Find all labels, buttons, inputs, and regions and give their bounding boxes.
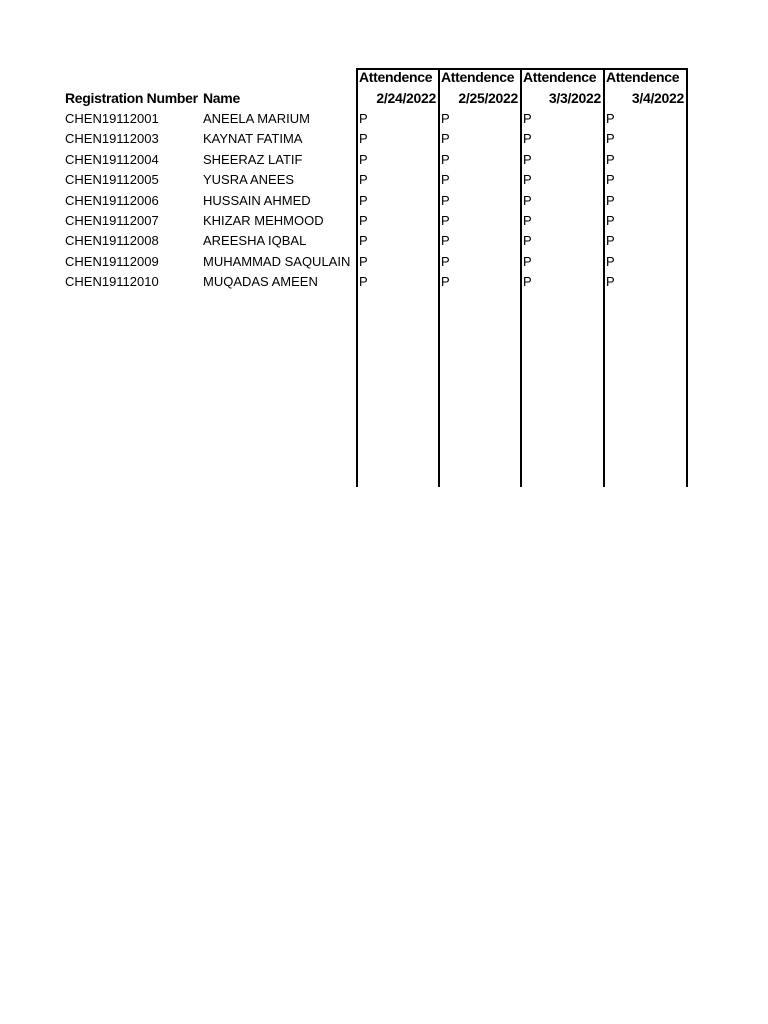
registration-number-cell: CHEN19112003 xyxy=(65,131,159,147)
student-name-cell: MUHAMMAD SAQULAIN xyxy=(203,253,351,269)
attendance-mark-cell: P xyxy=(523,151,532,167)
attendance-mark-cell: P xyxy=(359,233,368,249)
date-header-3: 3/3/2022 xyxy=(548,90,601,106)
registration-number-cell: CHEN19112008 xyxy=(65,233,159,249)
registration-number-cell: CHEN19112005 xyxy=(65,172,159,188)
attendance-mark-cell: P xyxy=(359,151,368,167)
attendance-mark-cell: P xyxy=(606,151,615,167)
attendance-mark-cell: P xyxy=(359,111,368,126)
attendance-mark-cell: P xyxy=(359,172,368,188)
student-name-cell: YUSRA ANEES xyxy=(203,172,295,188)
student-name-cell: MUQADAS AMEEN xyxy=(203,274,318,290)
attendance-mark-cell: P xyxy=(523,213,532,228)
attendance-mark-cell: P xyxy=(359,192,368,208)
registration-number-cell: CHEN19112001 xyxy=(65,111,159,126)
attendance-mark-cell: P xyxy=(359,131,368,147)
column-border-4 xyxy=(603,68,605,487)
attendance-mark-cell: P xyxy=(523,253,532,269)
column-border-1 xyxy=(356,68,358,487)
column-border-2 xyxy=(438,68,440,487)
registration-number-cell: CHEN19112007 xyxy=(65,213,159,228)
attendance-mark-cell: P xyxy=(359,213,368,228)
attendance-mark-cell: P xyxy=(606,253,615,269)
attendance-header-4: Attendence xyxy=(606,69,680,85)
attendance-mark-cell: P xyxy=(606,274,615,290)
name-header: Name xyxy=(203,90,240,106)
attendance-mark-cell: P xyxy=(441,213,450,228)
registration-number-cell: CHEN19112004 xyxy=(65,151,159,167)
attendance-mark-cell: P xyxy=(441,233,450,249)
attendance-mark-cell: P xyxy=(606,192,615,208)
attendance-mark-cell: P xyxy=(523,233,532,249)
registration-number-cell: CHEN19112010 xyxy=(65,274,159,290)
attendance-header-2: Attendence xyxy=(441,69,515,85)
attendance-mark-cell: P xyxy=(523,131,532,147)
student-name-cell: AREESHA IQBAL xyxy=(203,233,307,249)
attendance-mark-cell: P xyxy=(523,192,532,208)
attendance-mark-cell: P xyxy=(441,192,450,208)
attendance-mark-cell: P xyxy=(523,111,532,126)
attendance-mark-cell: P xyxy=(441,274,450,290)
attendance-mark-cell: P xyxy=(523,274,532,290)
date-header-1: 2/24/2022 xyxy=(376,90,436,106)
registration-number-header: Registration Number xyxy=(65,90,198,106)
attendance-mark-cell: P xyxy=(606,233,615,249)
student-name-cell: ANEELA MARIUM xyxy=(203,111,310,126)
attendance-mark-cell: P xyxy=(606,131,615,147)
date-header-4: 3/4/2022 xyxy=(631,90,684,106)
attendance-mark-cell: P xyxy=(606,172,615,188)
attendance-mark-cell: P xyxy=(359,253,368,269)
student-name-cell: KHIZAR MEHMOOD xyxy=(203,213,324,228)
student-name-cell: HUSSAIN AHMED xyxy=(203,192,311,208)
attendance-mark-cell: P xyxy=(606,213,615,228)
attendance-mark-cell: P xyxy=(441,172,450,188)
column-border-3 xyxy=(520,68,522,487)
attendance-header-1: Attendence xyxy=(359,69,433,85)
attendance-mark-cell: P xyxy=(441,131,450,147)
registration-number-cell: CHEN19112009 xyxy=(65,253,159,269)
date-header-2: 2/25/2022 xyxy=(458,90,518,106)
attendance-mark-cell: P xyxy=(441,151,450,167)
attendance-mark-cell: P xyxy=(441,111,450,126)
registration-number-cell: CHEN19112006 xyxy=(65,192,159,208)
column-border-5 xyxy=(686,68,688,487)
student-name-cell: SHEERAZ LATIF xyxy=(203,151,303,167)
student-name-cell: KAYNAT FATIMA xyxy=(203,131,303,147)
attendance-mark-cell: P xyxy=(441,253,450,269)
attendance-mark-cell: P xyxy=(606,111,615,126)
attendance-mark-cell: P xyxy=(359,274,368,290)
attendance-mark-cell: P xyxy=(523,172,532,188)
attendance-header-3: Attendence xyxy=(523,69,597,85)
